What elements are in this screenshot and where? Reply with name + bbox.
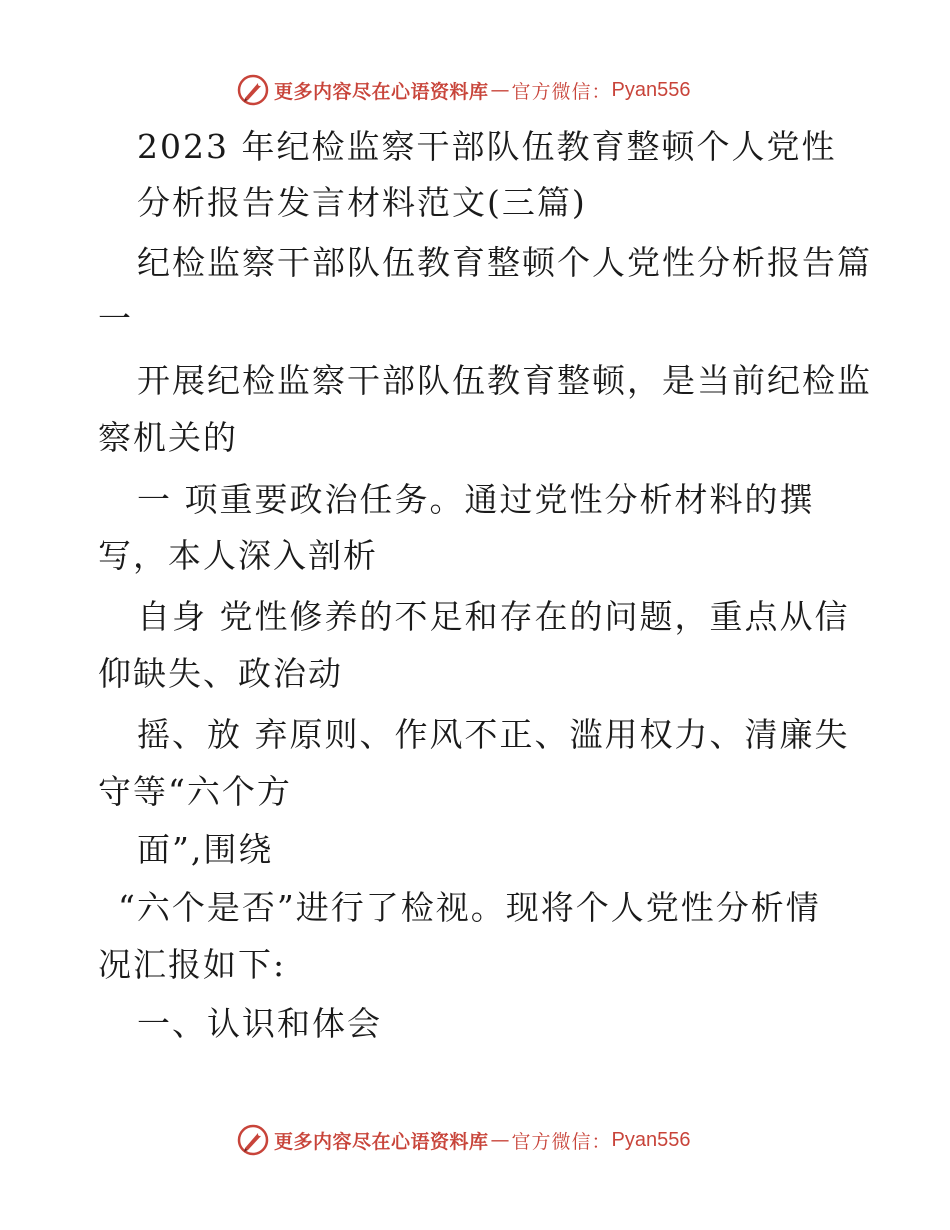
- subheading: 一、认识和体会: [137, 1004, 382, 1043]
- section-heading-line-2: 一: [98, 299, 133, 338]
- paragraph-line: 察机关的: [98, 418, 238, 457]
- header-watermark: [236, 72, 691, 108]
- section-heading-line-1: 纪检监察干部队伍教育整顿个人党性分析报告篇: [137, 243, 872, 282]
- watermark-wechat-label: 官方微信：: [511, 1130, 612, 1153]
- watermark-wechat-id: Pyan556: [611, 1128, 691, 1151]
- paragraph-line: 仰缺失、政治动: [98, 654, 343, 693]
- pen-logo-icon: [236, 73, 270, 107]
- paragraph-line: 面”,围绕: [137, 830, 274, 869]
- paragraph-line: 况汇报如下:: [98, 945, 287, 984]
- paragraph-line: 守等“六个方: [98, 772, 292, 811]
- watermark-dash: —: [490, 79, 510, 101]
- watermark-site-text: 更多内容尽在心语资料库: [274, 80, 489, 103]
- pen-logo-icon: [236, 1123, 270, 1157]
- paragraph-line: 自身 党性修养的不足和存在的问题，重点从信: [137, 597, 850, 636]
- document-title-line-1: 2023 年纪检监察干部队伍教育整顿个人党性: [137, 127, 837, 166]
- paragraph-line: “六个是否”进行了检视。现将个人党性分析情: [118, 888, 821, 927]
- document-title-line-2: 分析报告发言材料范文(三篇): [137, 183, 587, 222]
- paragraph-line: 开展纪检监察干部队伍教育整顿，是当前纪检监: [137, 361, 872, 400]
- footer-watermark: [236, 1122, 691, 1158]
- watermark-wechat-id: Pyan556: [611, 78, 691, 101]
- paragraph-line: 写，本人深入剖析: [98, 536, 378, 575]
- watermark-dash: —: [490, 1129, 510, 1151]
- watermark-site-text: 更多内容尽在心语资料库: [274, 1130, 489, 1153]
- paragraph-line: 摇、放 弃原则、作风不正、滥用权力、清廉失: [137, 715, 850, 754]
- watermark-wechat-label: 官方微信：: [511, 80, 612, 103]
- paragraph-line: 一 项重要政治任务。通过党性分析材料的撰: [137, 480, 815, 519]
